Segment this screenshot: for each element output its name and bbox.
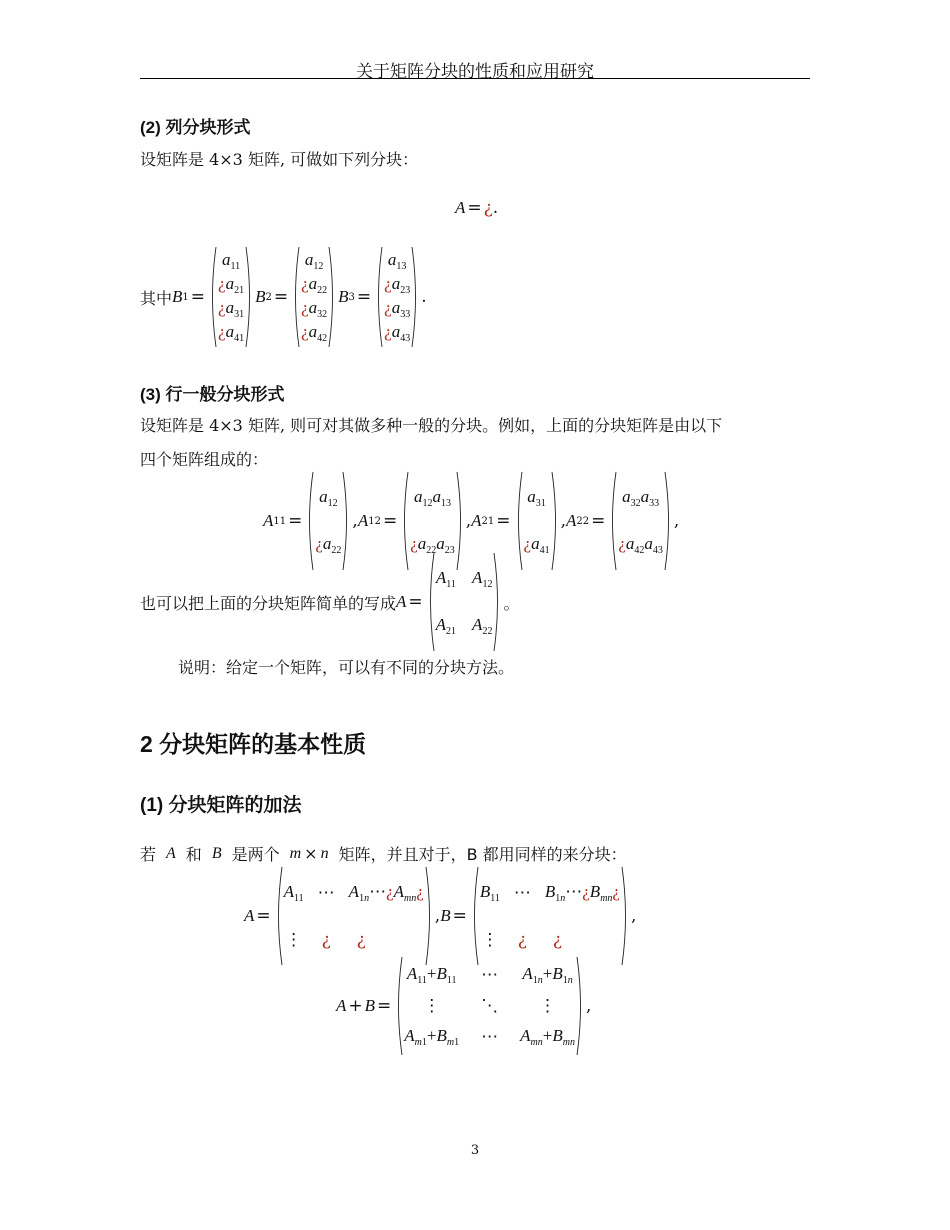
running-header: 关于矩阵分块的性质和应用研究 bbox=[356, 62, 594, 82]
matrix-A-plus-B: $A_{11}+B_{11}$ ⋯ $A_{1n}+B_{1n}$ ⋮ ⋱ ⋮ $A_{m1}+B_{m1}$ ⋯ $A_{mn}+B_{mn}$ bbox=[394, 956, 585, 1056]
simple-form-formula: 也可以把上面的分块矩阵简单的写成 A = $A_{11}$ $A_{12}$ $A_{21}$ $A_{22}$ 。 bbox=[140, 576, 519, 628]
column-blocks-formula: 其中 B 1 = $a_{11}$ ¿$a_{21}$ ¿$a_{31}$ ¿$a_{41}$ B 2 = $a_{12}$ ¿$a_{22}$ ¿$a_{32}$ ¿$a_{42}$ B 3 = $a_{13}$ ¿$a_{23}$ ¿$a_{33}$ ¿$a_{43}$ . bbox=[140, 246, 427, 348]
heading-general-partition: (3) 行一般分块形式 bbox=[140, 385, 285, 404]
A-B-definition-formula: A = $A_{11}$ ⋯ $A_{1n}\cdots¿A_{mn}¿$ ⋮ ¿ ¿ , B = $B_{11}$ ⋯ $B_{1n}\cdots¿B_{mn}¿$ ⋮ ¿ ¿ , bbox=[244, 890, 636, 942]
page-number: 3 bbox=[470, 1143, 480, 1158]
matrix-B3: $a_{13}$ ¿$a_{23}$ ¿$a_{33}$ ¿$a_{43}$ bbox=[374, 246, 420, 348]
A-plus-B-formula: A + B = $A_{11}+B_{11}$ ⋯ $A_{1n}+B_{1n}$ ⋮ ⋱ ⋮ $A_{m1}+B_{m1}$ ⋯ $A_{mn}+B_{mn}$ , bbox=[336, 966, 591, 1046]
header-rule bbox=[140, 78, 810, 79]
four-blocks-formula: A 11 = $a_{12}$ ¿$a_{22}$ , A 12 = $a_{12}a_{13}$ ¿$a_{22}a_{23}$ , A 21 = $a_{31}$ ¿$a_{41}$ , A 22 = $a_{32}a_{33}$ ¿$a_{42}a_{43}$ , bbox=[263, 494, 679, 548]
matrix-A-general: $A_{11}$ ⋯ $A_{1n}\cdots¿A_{mn}¿$ ⋮ ¿ ¿ bbox=[274, 866, 434, 966]
matrix-A-blocks: $A_{11}$ $A_{12}$ $A_{21}$ $A_{22}$ bbox=[426, 552, 503, 652]
column-partition-intro: 设矩阵是 4×3 矩阵, 可做如下列分块： bbox=[140, 150, 419, 169]
general-partition-para-line2: 四个矩阵组成的： bbox=[140, 450, 269, 469]
section-heading-basic-properties: 2 分块矩阵的基本性质 bbox=[140, 731, 367, 757]
heading-block-addition: (1) 分块矩阵的加法 bbox=[140, 795, 302, 816]
note-text: 说明：给定一个矩阵，可以有不同的分块方法。 bbox=[178, 658, 515, 677]
general-partition-para-line1: 设矩阵是 4×3 矩阵, 则可对其做多种一般的分块。例如，上面的分块矩阵是由以下 bbox=[140, 416, 723, 435]
formula-A-equals: A = ¿ . bbox=[455, 198, 499, 218]
matrix-B2: $a_{12}$ ¿$a_{22}$ ¿$a_{32}$ ¿$a_{42}$ bbox=[291, 246, 337, 348]
matrix-A11: $a_{12}$ ¿$a_{22}$ bbox=[305, 471, 351, 571]
heading-column-partition: (2) 列分块形式 bbox=[140, 118, 251, 137]
matrix-A22: $a_{32}a_{33}$ ¿$a_{42}a_{43}$ bbox=[608, 471, 673, 571]
matrix-B-general: $B_{11}$ ⋯ $B_{1n}\cdots¿B_{mn}¿$ ⋮ ¿ ¿ bbox=[470, 866, 630, 966]
matrix-A12: $a_{12}a_{13}$ ¿$a_{22}a_{23}$ bbox=[400, 471, 465, 571]
matrix-A21: $a_{31}$ ¿$a_{41}$ bbox=[514, 471, 560, 571]
addition-intro: 若 A 和 B 是两个 m × n 矩阵，并且对于，B 都用同样的来分块： bbox=[140, 844, 627, 864]
matrix-B1: $a_{11}$ ¿$a_{21}$ ¿$a_{31}$ ¿$a_{41}$ bbox=[208, 246, 254, 348]
